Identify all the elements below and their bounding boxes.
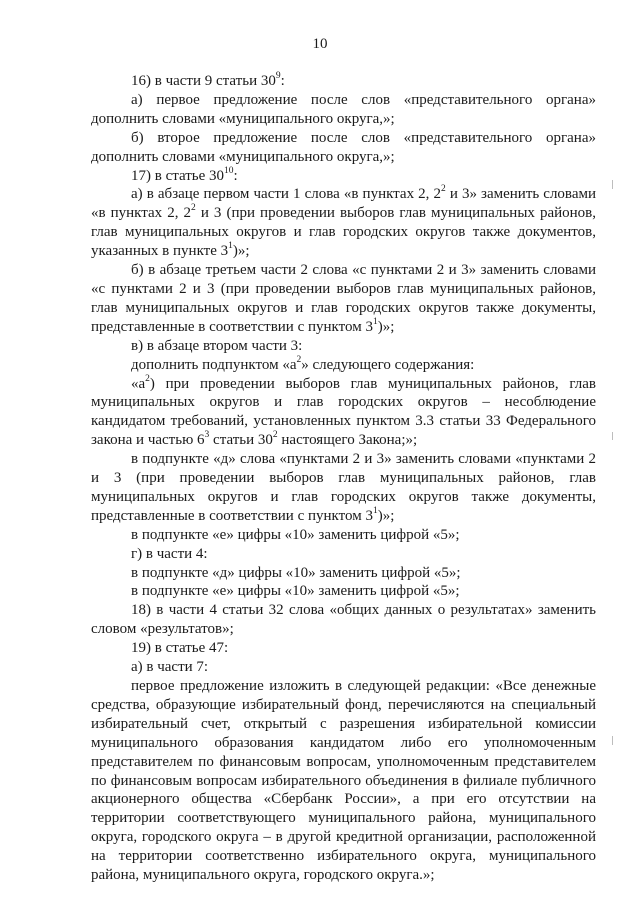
paragraph-item-17: 17) в статье $30^{10}$: [131, 165, 238, 184]
paragraph-subitem-e: в подпункте «е» цифры «10» заменить цифрой «5»; [131, 526, 460, 543]
paragraph-add-subitem: дополнить подпунктом «$а^2$» следующего содержания: [131, 354, 475, 373]
paragraph-item-17b: б) в абзаце третьем части 2 слова «с пунктами 2 и 3» заменить словами «с пунктами 2 и 3 (при проведении выборов глав муниципальных районов, глав муниципальных округов и глав городских округов также документы, представленные в соответствии с пунктом $3^1$)»; [91, 262, 596, 335]
page-number: 10 [312, 36, 328, 52]
paragraph-item-19a: а) в части 7: [131, 659, 209, 676]
paragraph-item-19: 19) в статье 47: [131, 640, 229, 657]
scan-margin-mark [612, 736, 613, 745]
paragraph-item-16a: а) первое предложение после слов «представительного органа» дополнить словами «муниципального округа,»; [91, 91, 596, 127]
paragraph-first-sentence: первое предложение изложить в следующей редакции: «Все денежные средства, образующие избирательный фонд, перечисляются на специальный избирательный счет, открытый с разрешения избирательной комиссии муниципального образования кандидатом либо его уполномоченным представителем по финансовым вопросам, уполномоченным представителем по финансовым вопросам избирательного объединения в филиале публичного акционерного общества «Сбербанк России», а при его отсутствии на территории соответствующего муниципального района, муниципального округа, городского округа – в другой кредитной организации, расположенной на территории соответственно избирательного округа, муниципального района, муниципального округа, городского округа.»; [91, 678, 596, 884]
scan-margin-mark [612, 432, 613, 440]
paragraph-item-16: 16) в части 9 статьи $30^9$: [131, 71, 285, 89]
paragraph-subitem-a2: «$а^2$) при проведении выборов глав муниципальных районов, глав муниципальных округов и глав городских округов – несоблюдение кандидатом требований, установленных пунктом 3.3 статьи 33 Федерального закона и частью $6^3$ статьи $30^2$ настоящего Закона;»; [91, 373, 596, 449]
paragraph-item-17g: г) в части 4: [131, 545, 208, 562]
paragraph-item-17a: а) в абзаце первом части 1 слова «в пунктах 2, $2^2$ и 3» заменить словами «в пунктах 2, $2^2$ и 3 (при проведении выборов глав муниципальных районов, глав муниципальных округов и глав городских округов также документов, указанных в пункте $3^1$)»; [91, 184, 596, 260]
paragraph-part4-subitem-d: в подпункте «д» цифры «10» заменить цифрой «5»; [131, 564, 461, 581]
paragraph-part4-subitem-e: в подпункте «е» цифры «10» заменить цифрой «5»; [131, 583, 460, 600]
paragraph-item-17v: в) в абзаце втором части 3: [131, 337, 303, 354]
paragraph-item-18: 18) в части 4 статьи 32 слова «общих данных о результатах» заменить словом «результатов»; [91, 602, 596, 638]
document-body [91, 72, 596, 885]
paragraph-subitem-d: в подпункте «д» слова «пунктами 2 и 3» заменить словами «пунктами 2 и 3 (при проведении выборов глав муниципальных районов, глав муниципальных округов и глав городских округов также документы, представленные в соответствии с пунктом $3^1$)»; [91, 451, 596, 524]
scan-margin-mark [612, 180, 613, 189]
paragraph-item-16b: б) второе предложение после слов «представительного органа» дополнить словами «муниципального округа,»; [91, 129, 596, 165]
